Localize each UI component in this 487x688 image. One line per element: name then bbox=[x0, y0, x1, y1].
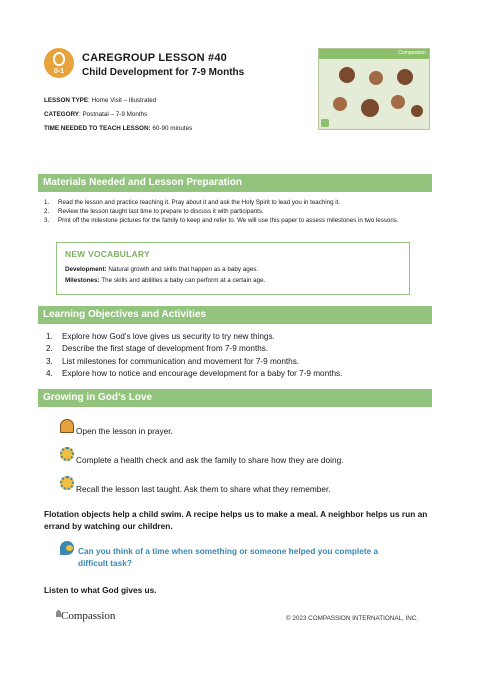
baby-image bbox=[339, 67, 355, 83]
copyright-notice: © 2023 COMPASSION INTERNATIONAL, INC. bbox=[286, 615, 419, 622]
prayer-instruction: Open the lesson in prayer. bbox=[76, 426, 173, 436]
thumbnail-header bbox=[319, 49, 429, 59]
listen-line: Listen to what God gives us. bbox=[44, 585, 157, 595]
meta-time-needed: TIME NEEDED TO TEACH LESSON: 60-90 minutes bbox=[44, 125, 193, 132]
baby-image bbox=[391, 95, 405, 109]
section-heading-materials: Materials Needed and Lesson Preparation bbox=[38, 174, 432, 192]
vocabulary-item: Development: Natural growth and skills that happen as a baby ages. bbox=[65, 266, 259, 273]
section-heading-objectives: Learning Objectives and Activities bbox=[38, 306, 432, 324]
baby-image bbox=[333, 97, 347, 111]
discussion-icon bbox=[60, 541, 74, 555]
baby-image bbox=[411, 105, 423, 117]
list-item: 2. Review the lesson taught last time to prepare to discuss it with participants. bbox=[44, 208, 264, 215]
praying-hands-icon bbox=[60, 419, 74, 433]
list-item: 3. Print off the milestone pictures for the family to keep and refer to. We will use this paper to assess milestones in two lessons. bbox=[44, 217, 399, 224]
baby-icon bbox=[53, 52, 65, 66]
list-item: 3. List milestones for communication and movement for 7-9 months. bbox=[46, 356, 300, 366]
health-check-instruction: Complete a health check and ask the family to share how they are doing. bbox=[76, 455, 344, 465]
lesson-title: CAREGROUP LESSON #40 bbox=[82, 52, 228, 64]
thumbnail-tag bbox=[321, 119, 329, 127]
discussion-question: Can you think of a time when something or someone helped you complete a difficult task? bbox=[78, 546, 379, 568]
meta-category: CATEGORY: Postnatal – 7-9 Months bbox=[44, 111, 148, 118]
recall-icon bbox=[60, 476, 74, 490]
list-item: 2. Describe the first stage of development from 7-9 months. bbox=[46, 344, 269, 354]
vocabulary-heading: NEW VOCABULARY bbox=[65, 249, 150, 259]
lesson-category-badge bbox=[44, 48, 74, 78]
list-item: 1. Explore how God’s love gives us security to try new things. bbox=[46, 332, 275, 341]
list-item: 4. Explore how to notice and encourage development for a baby for 7-9 months. bbox=[46, 368, 343, 378]
vocabulary-item: Milestones: The skills and abilities a baby can perform at a certain age. bbox=[65, 277, 266, 284]
thumbnail-brand: Compassion bbox=[398, 50, 426, 56]
lesson-subtitle: Child Development for 7-9 Months bbox=[82, 67, 245, 78]
compassion-logo: Compassion bbox=[58, 610, 115, 622]
list-item: 1. Read the lesson and practice teaching it. Pray about it and ask the Holy Spirit to lead you in teaching it. bbox=[44, 199, 341, 206]
objectives-list bbox=[46, 331, 426, 380]
section-heading-growing: Growing in God’s Love bbox=[38, 389, 432, 407]
meta-lesson-type: LESSON TYPE: Home Visit – Illustrated bbox=[44, 97, 157, 104]
baby-image bbox=[369, 71, 383, 85]
health-check-icon bbox=[60, 447, 74, 461]
vocabulary-box bbox=[56, 242, 410, 295]
baby-image bbox=[361, 99, 379, 117]
badge-label: 0-1 bbox=[53, 68, 65, 75]
preparation-steps bbox=[44, 198, 424, 225]
recall-instruction: Recall the lesson last taught. Ask them to share what they remember. bbox=[76, 484, 331, 494]
intro-paragraph: Flotation objects help a child swim. A recipe helps us to make a meal. A neighbor helps us run an errand by watching our children. bbox=[44, 509, 428, 531]
baby-image bbox=[397, 69, 413, 85]
milestone-pictures-thumbnail bbox=[318, 48, 430, 130]
